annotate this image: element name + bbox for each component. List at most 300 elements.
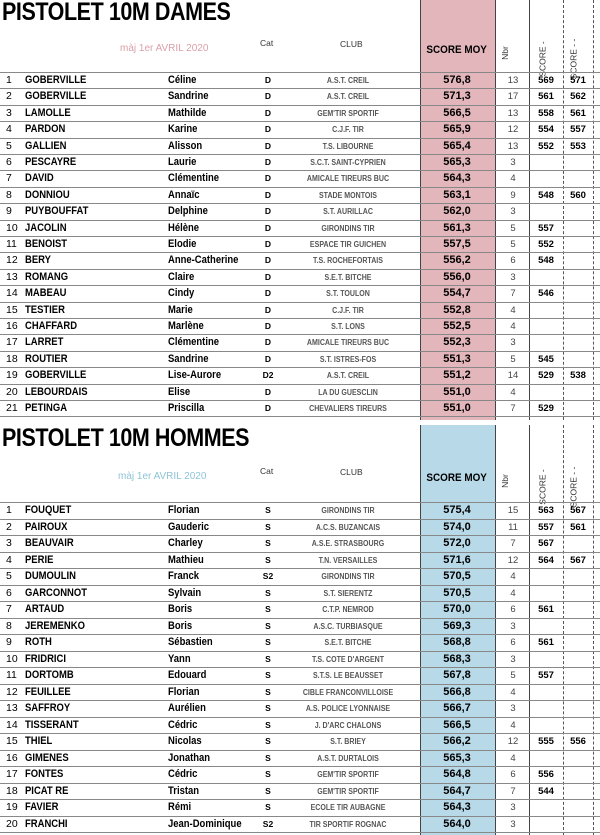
table-row: [0, 384, 600, 400]
men-ranking: [0, 420, 600, 835]
cell-last-name: GOBERVILLE: [25, 74, 87, 86]
header-divider: [0, 72, 600, 73]
table-row: [0, 351, 600, 367]
cell-club: S.T. SIERENTZ: [323, 588, 373, 598]
cell-first-name: Nicolas: [168, 735, 202, 747]
cell-category: S: [265, 554, 271, 565]
cell-category: S: [265, 719, 271, 730]
cell-first-name: Clémentine: [168, 172, 219, 185]
cell-last-name: GOBERVILLE: [25, 90, 87, 103]
cell-score-moy: 566,7: [443, 702, 471, 714]
cell-category: D: [264, 353, 272, 364]
cell-rank: 7: [6, 172, 12, 185]
cell-rank: 17: [6, 336, 18, 349]
cell-score-moy: 570,0: [443, 603, 471, 615]
cell-score-2: 556: [570, 736, 586, 747]
cell-category: D: [264, 222, 272, 233]
cell-club: GIRONDINS TIR: [321, 572, 375, 581]
cell-last-name: TESTIER: [25, 303, 65, 316]
table-row: [0, 334, 600, 350]
cell-rank: 12: [6, 254, 18, 267]
cell-nbr: 5: [510, 353, 516, 365]
cell-first-name: Edouard: [168, 669, 207, 681]
table-row: [0, 535, 600, 551]
cell-score-1: 529: [538, 370, 554, 382]
cell-club: GIRONDINS TIR: [321, 506, 375, 515]
cell-first-name: Florian: [168, 685, 200, 698]
cell-first-name: Karine: [168, 123, 198, 136]
cell-rank: 7: [6, 603, 12, 615]
cell-club: A.S.C. TURBIASQUE: [313, 621, 383, 631]
cell-category: D: [264, 304, 272, 315]
cell-score-moy: 552,3: [443, 336, 471, 349]
cell-score-moy: 575,4: [443, 504, 471, 516]
cell-category: D: [264, 189, 272, 200]
cell-score-1: 552: [538, 239, 554, 250]
cell-category: S: [265, 521, 271, 532]
cell-nbr: 3: [510, 818, 516, 830]
cell-last-name: BEAUVAIR: [25, 537, 74, 549]
cell-score-2: 571: [570, 75, 586, 86]
cell-nbr: 3: [510, 802, 516, 813]
table-row: [0, 318, 600, 334]
cell-rank: 10: [6, 652, 18, 665]
table-row: [0, 700, 600, 716]
cell-last-name: BENOIST: [25, 238, 68, 250]
table-row: [0, 72, 600, 88]
cell-rank: 16: [6, 751, 18, 764]
cell-category: D: [264, 91, 272, 102]
cell-last-name: GALLIEN: [25, 139, 67, 152]
cell-score-moy: 566,5: [443, 718, 471, 731]
cell-club: S.E.T. BITCHE: [324, 638, 372, 647]
table-row: [0, 502, 600, 518]
cell-score-moy: 564,8: [443, 768, 471, 780]
cell-nbr: 3: [510, 157, 516, 168]
cell-club: CIBLE FRANCONVILLOISE: [302, 687, 394, 697]
cell-last-name: ARTAUD: [25, 603, 65, 615]
cell-category: S: [265, 587, 271, 598]
cell-last-name: ROMANG: [25, 270, 69, 283]
table-row: [0, 88, 600, 104]
cell-nbr: 7: [510, 785, 516, 797]
cell-first-name: Sandrine: [168, 352, 209, 365]
cell-score-moy: 564,3: [443, 801, 471, 813]
cell-score-2: 553: [570, 140, 586, 152]
cell-score-1: 563: [538, 505, 554, 516]
table-row: [0, 717, 600, 733]
cell-nbr: 6: [510, 255, 516, 267]
cell-first-name: Lise-Aurore: [168, 369, 222, 382]
cell-nbr: 6: [510, 604, 516, 615]
cell-nbr: 9: [510, 189, 516, 201]
header-score-1: SCORE -: [537, 469, 548, 505]
cell-first-name: Mathilde: [168, 106, 207, 119]
cell-rank: 6: [6, 156, 12, 168]
cell-last-name: LAMOLLE: [25, 106, 71, 119]
table-row: [0, 568, 600, 584]
table-row: [0, 684, 600, 700]
cell-category: D: [264, 239, 272, 249]
cell-category: S2: [262, 818, 274, 829]
cell-rank: 11: [6, 669, 17, 681]
cell-club: S.T.S. LE BEAUSSET: [312, 671, 384, 680]
cell-category: S: [265, 620, 271, 631]
cell-first-name: Jonathan: [168, 751, 211, 764]
cell-first-name: Céline: [168, 74, 197, 86]
cell-rank: 1: [6, 74, 12, 86]
cell-rank: 5: [6, 570, 12, 582]
cell-last-name: PESCAYRE: [25, 156, 77, 168]
row-divider: [0, 832, 600, 833]
cell-first-name: Marlène: [168, 320, 204, 332]
cell-score-moy: 570,5: [443, 570, 471, 582]
table-row: [0, 519, 600, 535]
cell-nbr: 4: [510, 321, 516, 332]
cell-last-name: PICAT RE: [25, 784, 69, 797]
cell-category: S: [265, 736, 271, 746]
cell-score-moy: 565,4: [443, 139, 471, 152]
cell-score-moy: 565,3: [443, 751, 471, 764]
cell-first-name: Anne-Catherine: [168, 254, 239, 267]
header-nbr: Nbr: [499, 46, 510, 60]
cell-score-moy: 569,3: [443, 619, 471, 632]
table-row: [0, 783, 600, 799]
table-row: [0, 138, 600, 154]
cell-score-1: 558: [538, 107, 554, 119]
cell-first-name: Clémentine: [168, 336, 219, 349]
cell-first-name: Sandrine: [168, 90, 209, 103]
table-row: [0, 750, 600, 766]
cell-category: S: [265, 785, 271, 796]
table-row: [0, 187, 600, 203]
cell-club: A.S.T. CREIL: [326, 92, 370, 102]
cell-first-name: Cédric: [168, 768, 198, 780]
cell-last-name: PARDON: [25, 123, 66, 136]
cell-rank: 20: [6, 385, 18, 398]
cell-score-2: 538: [570, 370, 586, 382]
cell-category: S: [265, 637, 271, 647]
cell-nbr: 4: [510, 719, 516, 731]
cell-score-1: 552: [538, 140, 554, 152]
cell-nbr: 13: [507, 75, 519, 86]
cell-rank: 5: [6, 139, 12, 152]
cell-score-moy: 566,2: [443, 735, 471, 747]
cell-club: C.J.F. TIR: [332, 125, 364, 135]
cell-score-moy: 568,8: [443, 636, 471, 648]
table-row: [0, 121, 600, 137]
cell-first-name: Franck: [168, 570, 200, 582]
cell-rank: 8: [6, 188, 12, 201]
cell-rank: 16: [6, 320, 18, 332]
cell-score-1: 561: [538, 604, 554, 615]
table-row: [0, 585, 600, 601]
cell-last-name: JEREMENKO: [25, 619, 85, 632]
cell-category: S: [265, 686, 271, 697]
cell-last-name: PERIE: [25, 553, 54, 566]
cell-nbr: 4: [510, 304, 516, 316]
header-cat: Cat: [260, 38, 274, 48]
header-club: CLUB: [340, 467, 363, 477]
cell-nbr: 5: [510, 222, 516, 234]
cell-last-name: PAIROUX: [25, 520, 68, 533]
cell-score-moy: 574,0: [443, 520, 471, 533]
cell-first-name: Elodie: [168, 238, 197, 250]
cell-score-moy: 571,6: [443, 553, 471, 566]
cell-score-1: 557: [538, 670, 554, 681]
cell-score-1: 546: [538, 288, 554, 300]
cell-category: S2: [262, 571, 274, 581]
cell-club: ECOLE TIR AUBAGNE: [310, 803, 386, 812]
cell-nbr: 12: [507, 554, 519, 566]
cell-first-name: Claire: [168, 270, 195, 283]
cell-score-moy: 562,0: [443, 205, 471, 218]
cell-last-name: CHAFFARD: [25, 320, 78, 332]
cell-rank: 8: [6, 619, 12, 632]
table-row: [0, 651, 600, 667]
cell-club: CHEVALIERS TIREURS: [309, 404, 387, 413]
table-row: [0, 105, 600, 121]
cell-category: D: [264, 107, 272, 118]
cell-rank: 14: [6, 287, 18, 300]
cell-rank: 13: [6, 702, 18, 714]
cell-rank: 9: [6, 205, 12, 218]
header-score-moy: SCORE MOY: [426, 44, 487, 56]
cell-score-1: 561: [538, 637, 554, 648]
cell-score-moy: 570,5: [443, 586, 471, 599]
cell-first-name: Laurie: [168, 156, 197, 168]
cell-last-name: DUMOULIN: [25, 570, 76, 582]
cell-category: S: [265, 752, 271, 763]
cell-first-name: Annaïc: [168, 188, 200, 201]
cell-club: AMICALE TIREURS BUC: [306, 338, 390, 348]
cell-club: GIRONDINS TIR: [321, 223, 375, 233]
cell-first-name: Mathieu: [168, 553, 204, 566]
cell-score-1: 555: [538, 736, 554, 747]
cell-score-2: 562: [570, 91, 586, 103]
cell-rank: 15: [6, 303, 18, 316]
cell-rank: 11: [6, 238, 17, 250]
cell-club: A.S.T. DURTALOIS: [317, 753, 379, 763]
cell-score-1: 545: [538, 353, 554, 365]
cell-club: GEM'TIR SPORTIF: [317, 786, 379, 796]
cell-first-name: Boris: [168, 619, 193, 632]
cell-nbr: 3: [510, 653, 516, 665]
cell-score-2: 560: [570, 189, 586, 201]
cell-score-1: 557: [538, 222, 554, 234]
cell-club: S.T. BRIEY: [330, 737, 366, 746]
cell-score-moy: 556,2: [443, 254, 471, 267]
section-title: PISTOLET 10M DAMES: [2, 0, 231, 26]
cell-last-name: MABEAU: [25, 287, 67, 300]
cell-score-1: 569: [538, 75, 554, 86]
cell-rank: 2: [6, 520, 12, 533]
cell-first-name: Sébastien: [168, 636, 213, 648]
header-score-1: SCORE -: [537, 41, 548, 77]
cell-score-1: 548: [538, 255, 554, 267]
cell-first-name: Boris: [168, 603, 193, 615]
cell-rank: 21: [6, 402, 18, 414]
cell-score-moy: 572,0: [443, 537, 471, 549]
cell-score-moy: 564,0: [443, 817, 471, 830]
cell-first-name: Marie: [168, 303, 193, 316]
cell-club: TIR SPORTIF ROGNAC: [309, 819, 387, 829]
cell-category: D: [264, 271, 272, 282]
header-club: CLUB: [340, 39, 363, 49]
cell-club: STADE MONTOIS: [318, 190, 378, 200]
cell-rank: 2: [6, 90, 12, 103]
cell-last-name: JACOLIN: [25, 221, 67, 234]
cell-nbr: 4: [510, 173, 516, 185]
cell-rank: 4: [6, 553, 12, 566]
cell-category: S: [265, 769, 271, 779]
cell-first-name: Elise: [168, 385, 191, 398]
cell-last-name: FEUILLEE: [25, 685, 71, 698]
cell-last-name: DORTOMB: [25, 669, 74, 681]
cell-nbr: 3: [510, 703, 516, 714]
cell-first-name: Cindy: [168, 287, 195, 300]
cell-last-name: GOBERVILLE: [25, 369, 87, 382]
cell-category: S: [265, 653, 271, 664]
cell-first-name: Priscilla: [168, 402, 205, 414]
cell-score-moy: 551,2: [443, 369, 471, 382]
cell-score-moy: 556,0: [443, 270, 471, 283]
cell-club: A.C.S. BUZANCAIS: [315, 522, 381, 532]
cell-nbr: 11: [508, 521, 518, 533]
cell-club: J. D'ARC CHALONS: [314, 720, 382, 730]
cell-club: T.S. COTE D'ARGENT: [311, 654, 385, 664]
cell-category: D: [264, 288, 272, 299]
cell-score-2: 567: [570, 505, 586, 516]
cell-first-name: Cédric: [168, 718, 198, 731]
cell-rank: 4: [6, 123, 12, 136]
cell-score-moy: 551,3: [443, 352, 471, 365]
cell-last-name: FRIDRICI: [25, 652, 66, 665]
cell-club: GEM'TIR SPORTIF: [317, 770, 379, 779]
cell-rank: 6: [6, 586, 12, 599]
cell-club: A.S. POLICE LYONNAISE: [305, 704, 391, 713]
cell-nbr: 14: [507, 370, 519, 382]
header-divider: [0, 502, 600, 503]
cell-rank: 3: [6, 106, 12, 119]
cell-category: S: [265, 604, 271, 614]
cell-category: D: [264, 75, 272, 85]
cell-score-1: 557: [538, 521, 554, 533]
cell-score-1: 554: [538, 124, 554, 136]
cell-category: D: [264, 173, 272, 184]
cell-last-name: BERY: [25, 254, 51, 267]
cell-last-name: DAVID: [25, 172, 54, 185]
cell-rank: 20: [6, 817, 18, 830]
cell-score-2: 561: [570, 107, 586, 119]
cell-last-name: THIEL: [25, 735, 53, 747]
cell-score-moy: 551,0: [443, 402, 471, 414]
cell-category: D: [264, 140, 272, 151]
table-row: [0, 816, 600, 832]
cell-club: LA DU GUESCLIN: [318, 387, 378, 397]
cell-category: S: [265, 505, 271, 515]
cell-score-1: 561: [538, 91, 554, 103]
cell-score-moy: 564,3: [443, 172, 471, 185]
table-row: [0, 766, 600, 782]
cell-score-moy: 565,9: [443, 123, 471, 136]
cell-nbr: 5: [510, 239, 516, 250]
cell-club: C.T.P. NEMROD: [322, 605, 374, 614]
cell-first-name: Sylvain: [168, 586, 202, 599]
table-row: [0, 667, 600, 683]
cell-score-moy: 561,3: [443, 221, 471, 234]
cell-score-moy: 551,0: [443, 385, 471, 398]
cell-nbr: 5: [510, 670, 516, 681]
cell-score-moy: 552,8: [443, 303, 471, 316]
cell-nbr: 13: [507, 107, 519, 119]
cell-rank: 9: [6, 636, 12, 648]
cell-rank: 12: [6, 685, 18, 698]
table-row: [0, 367, 600, 383]
cell-score-moy: 554,7: [443, 287, 471, 300]
cell-score-moy: 568,3: [443, 652, 471, 665]
table-row: [0, 170, 600, 186]
cell-first-name: Gauderic: [168, 520, 210, 533]
cell-first-name: Delphine: [168, 205, 208, 218]
cell-first-name: Charley: [168, 537, 203, 549]
cell-category: S: [265, 538, 271, 548]
table-row: [0, 252, 600, 268]
table-row: [0, 601, 600, 617]
section-title: PISTOLET 10M HOMMES: [2, 424, 250, 452]
cell-score-1: 529: [538, 403, 554, 414]
cell-nbr: 6: [510, 769, 516, 780]
table-row: [0, 285, 600, 301]
header-nbr: Nbr: [499, 474, 510, 488]
table-row: [0, 552, 600, 568]
table-row: [0, 400, 600, 416]
cell-score-moy: 567,8: [443, 669, 471, 681]
cell-score-moy: 571,3: [443, 90, 471, 103]
cell-nbr: 4: [510, 752, 516, 764]
cell-first-name: Tristan: [168, 784, 200, 797]
table-row: [0, 799, 600, 815]
table-row: [0, 203, 600, 219]
cell-last-name: ROUTIER: [25, 352, 68, 365]
header-score-2: SCORE - -: [568, 38, 579, 80]
cell-score-2: 567: [570, 554, 586, 566]
cell-score-1: 567: [538, 538, 554, 549]
cell-first-name: Rémi: [168, 801, 192, 813]
header-score-2: SCORE - -: [568, 466, 579, 508]
cell-score-moy: 565,3: [443, 156, 471, 168]
cell-category: D: [264, 386, 272, 397]
cell-nbr: 17: [507, 91, 519, 103]
cell-nbr: 6: [510, 637, 516, 648]
cell-nbr: 4: [510, 571, 516, 582]
cell-first-name: Yann: [168, 652, 191, 665]
cell-score-2: 557: [570, 124, 586, 136]
cell-club: S.E.T. BITCHE: [324, 272, 372, 282]
table-row: [0, 269, 600, 285]
cell-nbr: 15: [507, 505, 519, 516]
cell-nbr: 7: [510, 288, 516, 300]
cell-club: S.T. LONS: [331, 322, 365, 331]
row-divider: [0, 416, 600, 417]
cell-first-name: Jean-Dominique: [168, 817, 242, 830]
cell-last-name: PETINGA: [25, 402, 68, 414]
cell-score-moy: 552,5: [443, 320, 471, 332]
table-row: [0, 236, 600, 252]
cell-category: D: [264, 124, 272, 135]
cell-last-name: PUYBOUFFAT: [25, 205, 89, 218]
cell-club: T.S. LIBOURNE: [322, 141, 374, 151]
